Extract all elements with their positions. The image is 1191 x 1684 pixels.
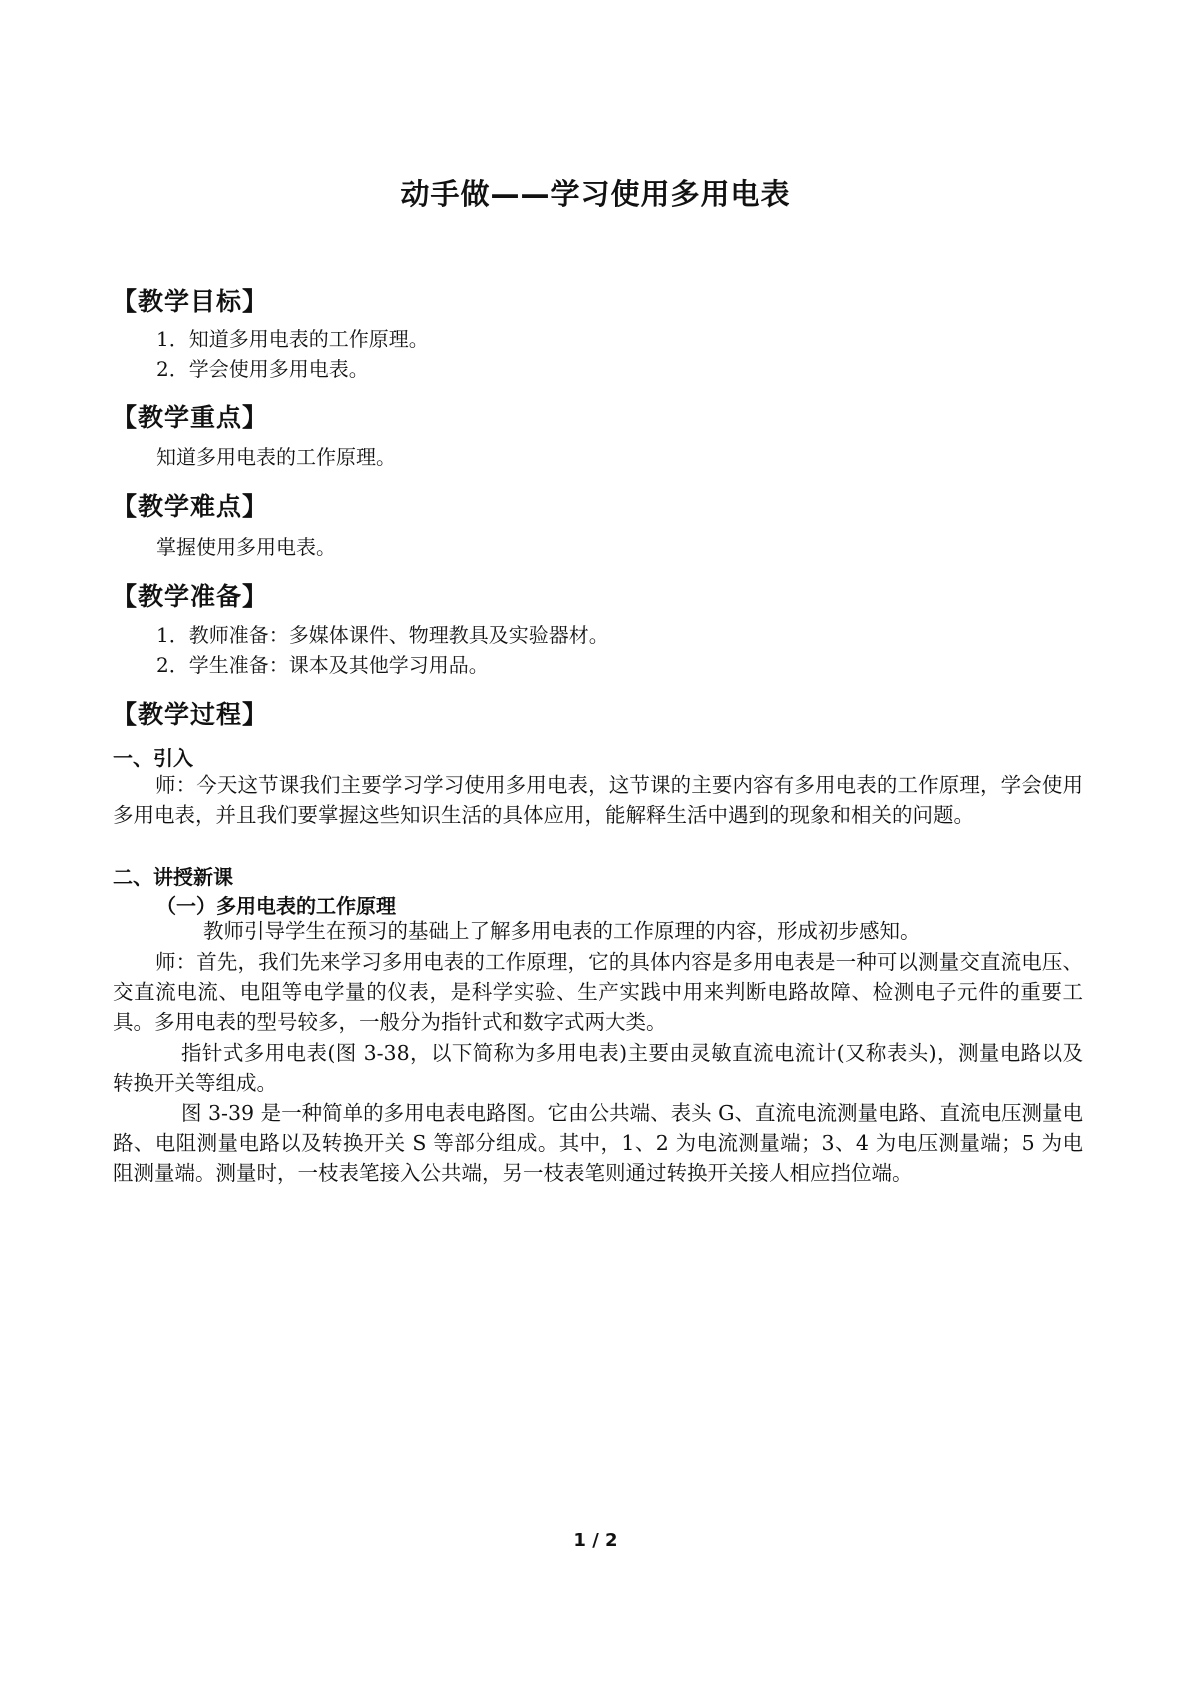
objective-item-1: 1．知道多用电表的工作原理。	[156, 327, 429, 351]
part1-paragraph-1: 教师引导学生在预习的基础上了解多用电表的工作原理的内容，形成初步感知。	[203, 919, 921, 943]
document-title: 动手做——学习使用多用电表	[400, 177, 791, 211]
objective-item-2: 2．学会使用多用电表。	[156, 357, 369, 381]
part1-paragraph-2: 师：首先，我们先来学习多用电表的工作原理，它的具体内容是多用电表是一种可以测量交直流电压、交直流电流、电阻等电学量的仪表，是科学实验、生产实践中用来判断电路故障、检测电子元件的重要工具。多用电表的型号较多，一般分为指针式和数字式两大类。	[113, 950, 1083, 1034]
part1-heading: （一）多用电表的工作原理	[156, 894, 396, 918]
part1-paragraph-3: 指针式多用电表(图 3-38，以下简称为多用电表)主要由灵敏直流电流计(又称表头)，测量电路以及转换开关等组成。	[113, 1041, 1083, 1095]
preparation-item-1: 1．教师准备：多媒体课件、物理教具及实验器材。	[156, 623, 609, 647]
key-points-heading: 【教学重点】	[112, 403, 269, 432]
difficulties-text: 掌握使用多用电表。	[156, 535, 336, 559]
intro-heading: 一、引入	[113, 746, 193, 770]
difficulties-heading: 【教学难点】	[112, 492, 269, 521]
page-number: 1 / 2	[573, 1530, 618, 1551]
intro-paragraph: 师：今天这节课我们主要学习学习使用多用电表，这节课的主要内容有多用电表的工作原理，学会使用多用电表，并且我们要掌握这些知识生活的具体应用，能解释生活中遇到的现象和相关的问题。	[113, 773, 1083, 827]
objectives-heading: 【教学目标】	[112, 287, 269, 316]
preparation-item-2: 2．学生准备：课本及其他学习用品。	[156, 653, 489, 677]
new-lesson-heading: 二、讲授新课	[113, 865, 233, 889]
process-heading: 【教学过程】	[112, 700, 269, 729]
preparation-heading: 【教学准备】	[112, 582, 269, 611]
part1-paragraph-4: 图 3-39 是一种简单的多用电表电路图。它由公共端、表头 G、直流电流测量电路、直流电压测量电路、电阻测量电路以及转换开关 S 等部分组成。其中，1、2 为电流测量端；3、4 为电压测量端；5 为电阻测量端。测量时，一枝表笔接入公共端，另一枝表笔则通过转换开关接人相应挡位端。	[113, 1101, 1083, 1185]
key-points-text: 知道多用电表的工作原理。	[156, 445, 396, 469]
